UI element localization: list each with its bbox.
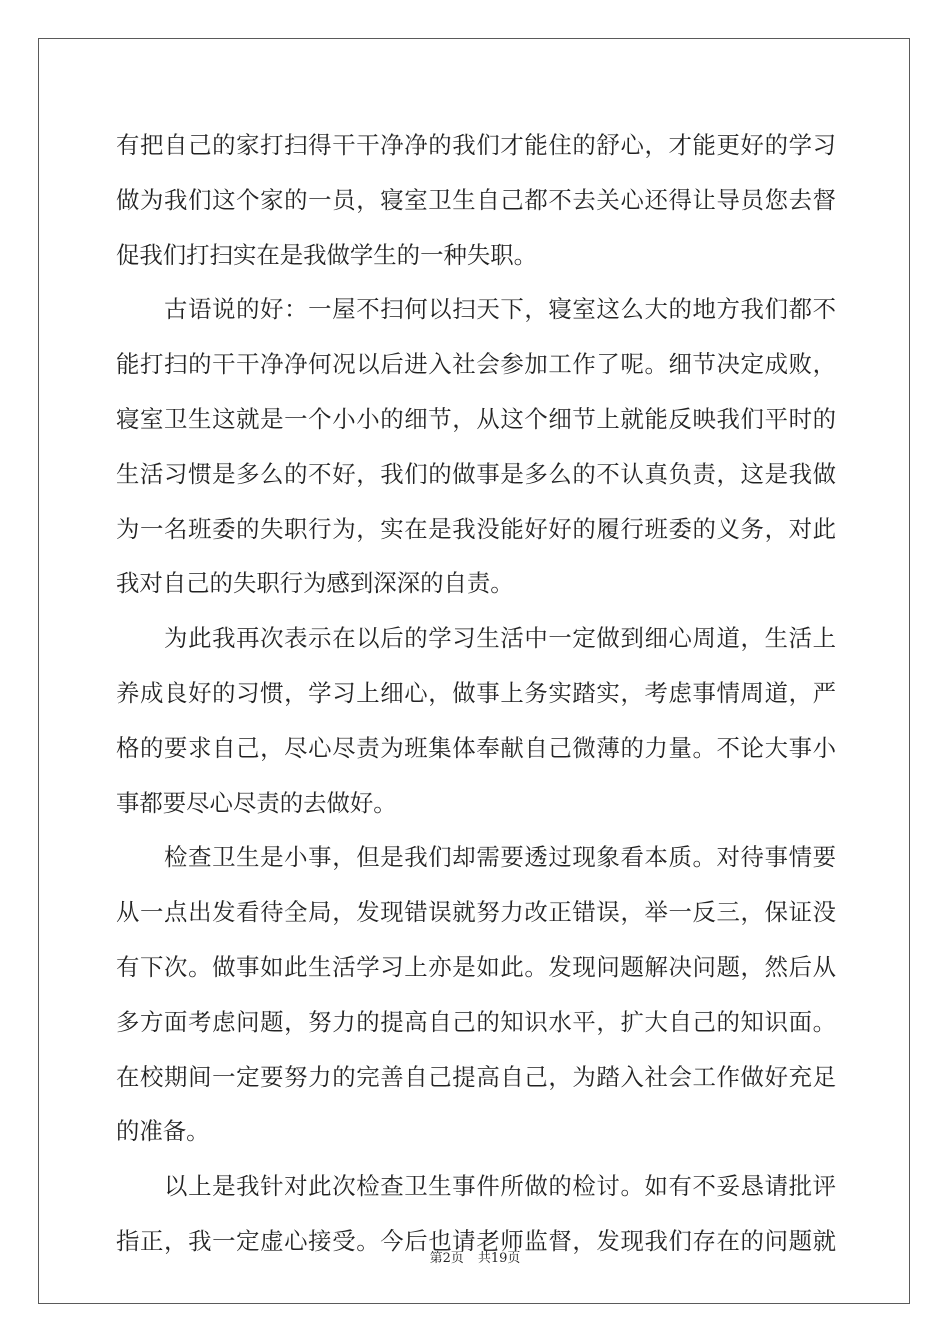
text-line: 以上是我针对此次检查卫生事件所做的检讨。如有不妥恳请批评 [116, 1172, 836, 1200]
text-line: 从一点出发看待全局，发现错误就努力改正错误，举一反三，保证没 [116, 898, 836, 926]
text-line: 检查卫生是小事，但是我们却需要透过现象看本质。对待事情要 [116, 843, 836, 871]
text-line: 格的要求自己，尽心尽责为班集体奉献自己微薄的力量。不论大事小 [116, 734, 836, 762]
text-line: 我对自己的失职行为感到深深的自责。 [116, 569, 514, 597]
text-line: 有下次。做事如此生活学习上亦是如此。发现问题解决问题，然后从 [116, 953, 836, 981]
text-line: 为此我再次表示在以后的学习生活中一定做到细心周道，生活上 [116, 624, 836, 652]
text-line: 指正，我一定虚心接受。今后也请老师监督，发现我们存在的问题就 [116, 1227, 836, 1255]
text-line: 在校期间一定要努力的完善自己提高自己，为踏入社会工作做好充足 [116, 1063, 836, 1091]
text-line: 养成良好的习惯，学习上细心，做事上务实踏实，考虑事情周道，严 [116, 679, 836, 707]
text-line: 做为我们这个家的一员，寝室卫生自己都不去关心还得让导员您去督 [116, 186, 836, 214]
text-line: 生活习惯是多么的不好，我们的做事是多么的不认真负责，这是我做 [116, 460, 836, 488]
page-footer [0, 1247, 950, 1266]
text-line: 多方面考虑问题，努力的提高自己的知识水平，扩大自己的知识面。 [116, 1008, 836, 1036]
text-line: 的准备。 [116, 1117, 210, 1145]
page-number: 第2页 [429, 1251, 464, 1266]
text-line: 促我们打扫实在是我做学生的一种失职。 [116, 241, 538, 269]
text-line: 古语说的好：一屋不扫何以扫天下，寝室这么大的地方我们都不 [116, 295, 836, 323]
text-line: 寝室卫生这就是一个小小的细节，从这个细节上就能反映我们平时的 [116, 405, 836, 433]
text-line: 有把自己的家打扫得干干净净的我们才能住的舒心，才能更好的学习 [116, 131, 836, 159]
text-line: 为一名班委的失职行为，实在是我没能好好的履行班委的义务，对此 [116, 515, 836, 543]
text-line: 事都要尽心尽责的去做好。 [116, 789, 397, 817]
text-line: 能打扫的干干净净何况以后进入社会参加工作了呢。细节决定成败， [116, 350, 836, 378]
total-pages: 共19页 [477, 1251, 521, 1266]
